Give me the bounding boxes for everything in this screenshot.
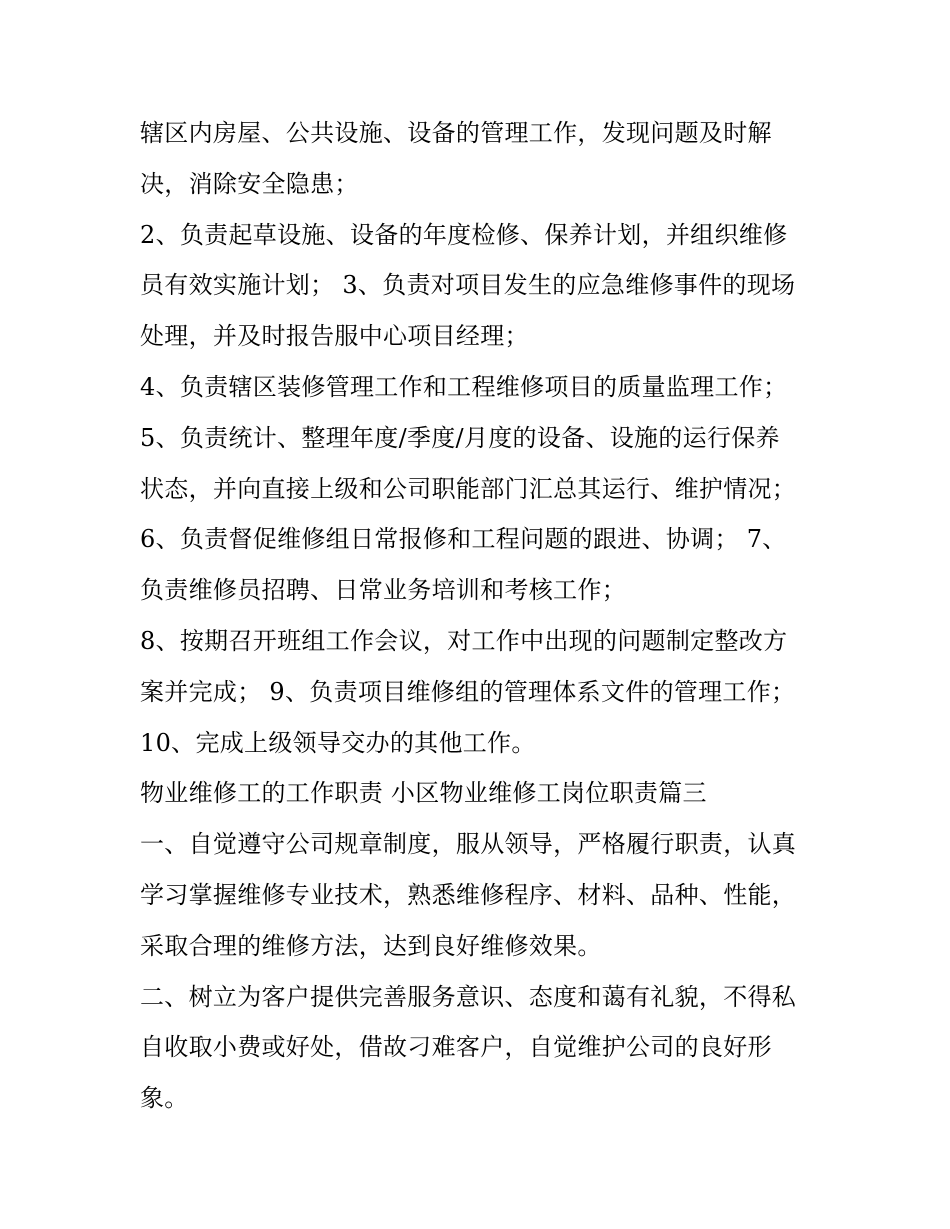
text-line: 二、树立为客户提供完善服务意识、态度和蔼有礼貌，不得私 [140, 982, 797, 1011]
text-line: 负责维修员招聘、日常业务培训和考核工作； [140, 576, 626, 605]
text-line: 5、负责统计、整理年度/季度/月度的设备、设施的运行保养 [140, 423, 780, 452]
text-line: 8、按期召开班组工作会议，对工作中出现的问题制定整改方 [140, 626, 788, 655]
document-body [140, 108, 820, 1124]
text-line: 象。 [140, 1084, 189, 1113]
text-line: 辖区内房屋、公共设施、设备的管理工作，发现问题及时解 [140, 119, 772, 147]
text-line: 案并完成； 9、负责项目维修组的管理体系文件的管理工作； [140, 677, 796, 706]
text-line: 学习掌握维修专业技术，熟悉维修程序、材料、品种、性能， [140, 880, 797, 909]
text-line: 状态，并向直接上级和公司职能部门汇总其运行、维护情况； [140, 474, 797, 503]
text-line: 采取合理的维修方法，达到良好维修效果。 [140, 931, 602, 960]
section-heading: 物业维修工的工作职责 小区物业维修工岗位职责篇三 [140, 779, 707, 808]
text-line: 10、完成上级领导交办的其他工作。 [140, 728, 536, 757]
text-line: 自收取小费或好处，借故刁难客户，自觉维护公司的良好形 [140, 1033, 772, 1062]
text-line: 决，消除安全隐患； [140, 169, 359, 198]
text-line: 员有效实施计划； 3、负责对项目发生的应急维修事件的现场 [140, 271, 796, 300]
text-line: 一、自觉遵守公司规章制度，服从领导，严格履行职责，认真 [140, 830, 797, 859]
text-line: 2、负责起草设施、设备的年度检修、保养计划，并组织维修 [140, 220, 788, 249]
text-line: 4、负责辖区装修管理工作和工程维修项目的质量监理工作； [140, 372, 788, 401]
text-line: 6、负责督促维修组日常报修和工程问题的跟进、协调； 7、 [140, 525, 787, 554]
text-line: 处理，并及时报告服中心项目经理； [140, 322, 529, 351]
